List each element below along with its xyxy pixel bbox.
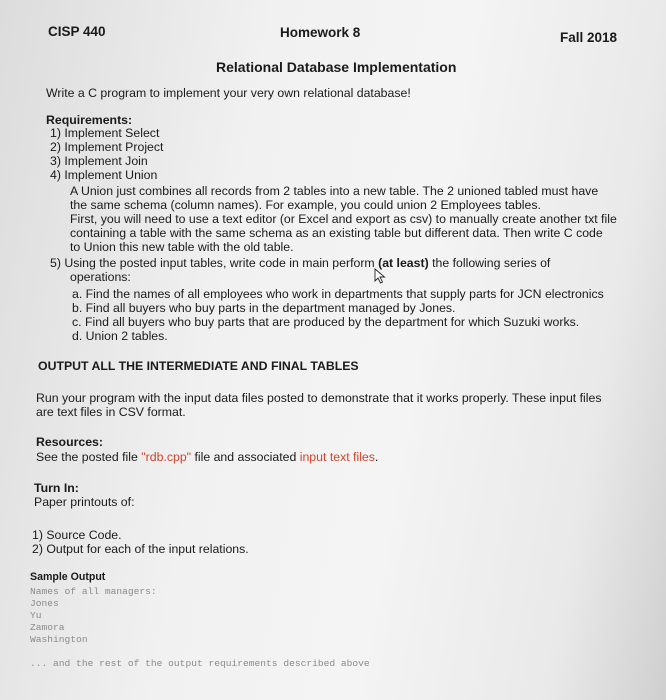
page-title: Relational Database Implementation	[216, 59, 457, 75]
sample-output-heading: Sample Output	[30, 571, 106, 583]
union-desc-line-5: to Union this new table with the old table.	[70, 240, 294, 254]
requirement-5: 5) Using the posted input tables, write code in main perform (at least) the following series of	[50, 256, 551, 270]
sample-output-line-4: Zamora	[30, 622, 65, 633]
assignment-number: Homework 8	[280, 25, 361, 40]
input-text-files-link[interactable]: input text files	[299, 450, 375, 464]
requirements-heading: Requirements:	[46, 113, 133, 127]
sample-output-line-1: Names of all managers:	[30, 586, 157, 597]
turn-in-text: Paper printouts of:	[34, 495, 135, 509]
semester: Fall 2018	[560, 30, 618, 45]
operation-b: b. Find all buyers who buy parts in the department managed by Jones.	[72, 301, 456, 315]
union-desc-line-3: First, you will need to use a text editor (or Excel and export as csv) to manually create another txt file	[70, 212, 617, 226]
resources-text: See the posted file "rdb.cpp" file and associated input text files.	[36, 450, 379, 464]
turn-in-heading: Turn In:	[34, 481, 79, 495]
turn-in-item-2: 2) Output for each of the input relations.	[32, 542, 249, 556]
union-desc-line-1: A Union just combines all records from 2 tables into a new table. The 2 unioned tabled must have	[70, 184, 599, 198]
operation-a: a. Find the names of all employees who work in departments that supply parts for JCN electronics	[72, 287, 604, 301]
requirement-1: 1) Implement Select	[50, 126, 160, 140]
requirement-3: 3) Implement Join	[50, 154, 148, 168]
requirement-4: 4) Implement Union	[50, 168, 158, 182]
operation-c: c. Find all buyers who buy parts that are produced by the department for which Suzuki works.	[72, 315, 580, 329]
run-instructions-line-2: are text files in CSV format.	[36, 405, 186, 419]
mouse-pointer-icon	[374, 268, 386, 284]
sample-output-line-3: Yu	[30, 610, 42, 621]
union-desc-line-4: containing a table with the same schema as an existing table but different data. Then write C code	[70, 226, 603, 240]
requirement-2: 2) Implement Project	[50, 140, 164, 154]
requirement-5-continued: operations:	[70, 270, 131, 284]
resources-heading: Resources:	[36, 435, 103, 449]
intro-text: Write a C program to implement your very own relational database!	[46, 86, 411, 100]
course-code: CISP 440	[48, 24, 106, 39]
rdb-file-link[interactable]: "rdb.cpp"	[141, 450, 192, 464]
union-desc-line-2: the same schema (column names). For example, you could union 2 Employees tables.	[70, 198, 541, 212]
run-instructions-line-1: Run your program with the input data files posted to demonstrate that it works properly. These input files	[36, 391, 602, 405]
output-heading: OUTPUT ALL THE INTERMEDIATE AND FINAL TABLES	[38, 359, 359, 373]
sample-output-line-5: Washington	[30, 634, 88, 645]
turn-in-item-1: 1) Source Code.	[32, 528, 122, 542]
sample-output-footer: ... and the rest of the output requirements described above	[30, 658, 370, 669]
sample-output-line-2: Jones	[30, 598, 59, 609]
operation-d: d. Union 2 tables.	[72, 329, 168, 343]
